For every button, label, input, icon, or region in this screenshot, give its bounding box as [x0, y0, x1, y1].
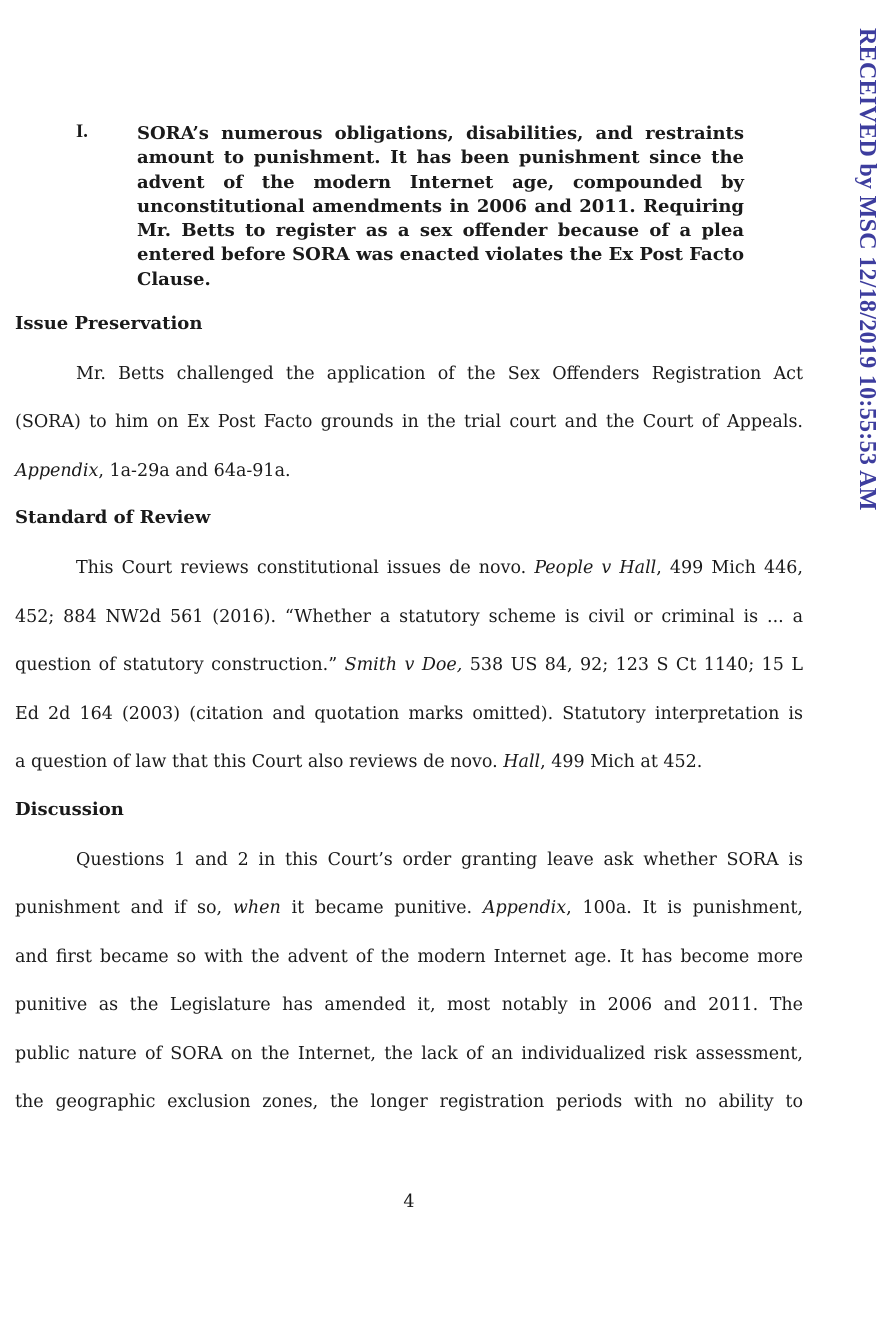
paragraph-line: 452; 884 NW2d 561 (2016). “Whether a statutory scheme is civil or criminal is ... a	[15, 607, 803, 627]
paragraph-line: (SORA) to him on Ex Post Facto grounds in the trial court and the Court of Appeals.	[15, 412, 803, 432]
citation-italic: Appendix	[15, 461, 99, 481]
paragraph-line: and first became so with the advent of the modern Internet age. It has become more	[15, 947, 803, 967]
emphasis-italic: when	[232, 898, 281, 918]
paragraph-line: This Court reviews constitutional issues de novo. People v Hall, 499 Mich 446,	[76, 558, 803, 578]
paragraph-line: punitive as the Legislature has amended it, most notably in 2006 and 2011. The	[15, 995, 803, 1015]
paragraph-line: the geographic exclusion zones, the longer registration periods with no ability to	[15, 1092, 803, 1112]
citation-italic: People v Hall	[534, 558, 657, 578]
heading-text: SORA’s numerous obligations, disabilities, and restraints amount to punishment. It has been punishment since the advent of the modern Internet age, compounded by unconstitutional amendments in 2006 and 2011. Requiring Mr. Betts to register as a sex offender because of a plea entered before SORA was enacted violates the Ex Post Facto Clause.	[137, 123, 744, 290]
section-title-discussion: Discussion	[15, 799, 124, 820]
heading-number: I.	[76, 122, 88, 142]
section-title-standard-of-review: Standard of Review	[15, 507, 211, 528]
paragraph-line: Appendix, 1a-29a and 64a-91a.	[15, 461, 291, 481]
received-stamp: RECEIVED by MSC 12/18/2019 10:55:53 AM	[854, 28, 880, 511]
citation-italic: Smith v Doe,	[344, 655, 463, 675]
paragraph-line: public nature of SORA on the Internet, the lack of an individualized risk assessment,	[15, 1044, 803, 1064]
paragraph-line: Questions 1 and 2 in this Court’s order granting leave ask whether SORA is	[76, 850, 803, 870]
citation-italic: Appendix	[482, 898, 567, 918]
page-number: 4	[403, 1192, 415, 1212]
paragraph-line: question of statutory construction.” Smith v Doe, 538 US 84, 92; 123 S Ct 1140; 15 L	[15, 655, 803, 675]
paragraph-line: a question of law that this Court also reviews de novo. Hall, 499 Mich at 452.	[15, 752, 703, 772]
citation-italic: Hall	[503, 752, 541, 772]
paragraph-line: Mr. Betts challenged the application of the Sex Offenders Registration Act	[76, 364, 803, 384]
section-title-issue-preservation: Issue Preservation	[15, 313, 203, 334]
paragraph-line: punishment and if so, when it became punitive. Appendix, 100a. It is punishment,	[15, 898, 803, 918]
argument-heading	[76, 122, 744, 292]
paragraph-line: Ed 2d 164 (2003) (citation and quotation marks omitted). Statutory interpretation is	[15, 704, 803, 724]
